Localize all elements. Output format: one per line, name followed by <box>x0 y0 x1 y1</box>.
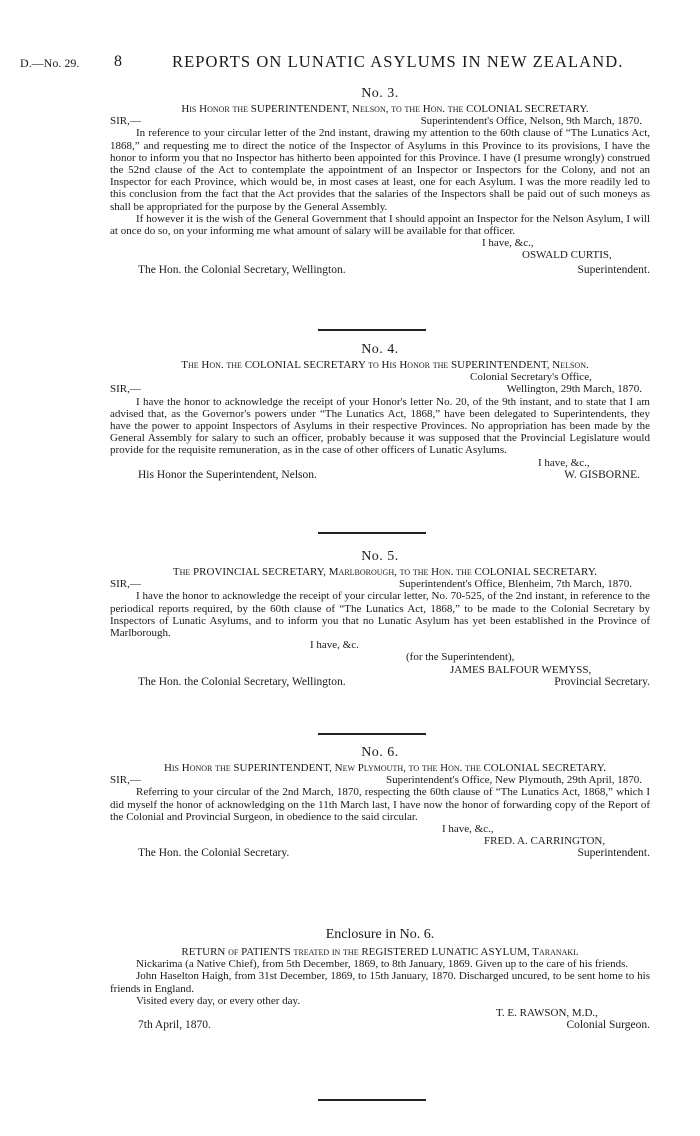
letter-no-4 <box>110 341 650 483</box>
recipient-row <box>110 676 650 690</box>
page-header <box>0 52 700 76</box>
running-title: REPORTS ON LUNATIC ASYLUMS IN NEW ZEALAND. <box>172 52 624 71</box>
letter-signature: FRED. A. CARRINGTON, <box>484 835 606 848</box>
signature-row <box>110 835 650 847</box>
letter-paragraph: I have the honor to acknowledge the receipt of your Honor's letter No. 20, of the 9th instant, and to state that I am advised that, as the Governor's powers under “The Lunatics Act, 1868,” have been delegated to Superintendents, they have the power to appoint Inspectors of Asylums in their respective Provinces. No appropriation has been made by the General Assembly for salary to such an officer, probably because it was supposed that the Provincial Legislature would provide for the requisite remuneration, as in the case of other officers of Lunatic Asylums. <box>110 395 650 457</box>
salutation-row <box>110 115 650 127</box>
closing-row-2 <box>110 651 650 663</box>
enclosure-signature: T. E. RAWSON, M.D., <box>496 1007 598 1020</box>
salutation: SIR,— <box>110 115 141 128</box>
closing-row <box>110 237 650 249</box>
closing-row <box>110 639 650 651</box>
letter-origin-date: Wellington, 29th March, 1870. <box>506 383 642 396</box>
salutation-row <box>110 383 650 395</box>
recipient-row <box>110 469 650 483</box>
signatory-title: Superintendent. <box>577 263 650 276</box>
letter-origin: Superintendent's Office, New Plymouth, 29th April, 1870. <box>386 774 642 787</box>
visit-note: Visited every day, or every other day. <box>136 994 301 1007</box>
letter-paragraph: In reference to your circular letter of the 2nd instant, drawing my attention to the 60th clause of “The Lunatics Act, 1868,” and requesting me to direct the notice of the Inspector of Asylums in this Province to its provisions, I have the honor to inform you that no Inspector has hitherto been appointed for this Province. I have (I presume wrongly) construed the 52nd clause of the Act to contemplate the appointment of an Inspector or Inspectors for the Colony, and not an Inspector for each Province, which would be, in most cases at least, one for each Asylum. I was the more readily led to this conclusion from the fact that the Act provides that the salaries of the Inspectors shall be paid out of such moneys as shall be appropriated for the purpose by the General Assembly. <box>110 127 650 213</box>
signatory-title: Provincial Secretary. <box>554 675 650 688</box>
patient-entry: John Haselton Haigh, from 31st December, 1869, to 15th January, 1870. Discharged uncured, to be sent home to his friends in England. <box>110 970 650 995</box>
letter-paragraph: Referring to your circular of the 2nd March, 1870, respecting the 60th clause of “The Lunatics Act, 1868,” which I did myself the honor of acknowledging on the 11th March last, I have now the honor of forwarding copy of the Report of the Colonial and Provincial Surgeon, in obedience to the said circular. <box>110 786 650 823</box>
letter-no-6 <box>110 744 650 861</box>
date-row <box>110 1019 650 1033</box>
recipient-row <box>110 847 650 861</box>
letter-signature: OSWALD CURTIS, <box>522 249 612 262</box>
signatory-title: Colonial Surgeon. <box>566 1019 650 1032</box>
letter-signature: W. GISBORNE. <box>564 468 640 481</box>
document-reference: D.—No. 29. <box>20 56 80 70</box>
patient-entry: Nickarima (a Native Chief), from 5th December, 1869, to 8th January, 1869. Given up to the care of his friends. <box>136 958 629 971</box>
closing-row <box>110 457 650 469</box>
letter-address: His Honor the SUPERINTENDENT, New Plymouth, to the Hon. the COLONIAL SECRETARY. <box>163 762 607 774</box>
recipient-row <box>110 264 650 278</box>
letter-recipient: The Hon. the Colonial Secretary. <box>138 847 290 860</box>
letter-recipient: The Hon. the Colonial Secretary, Wellington. <box>138 263 346 276</box>
enclosure-no-6 <box>110 926 650 1033</box>
letter-paragraph: I have the honor to acknowledge the receipt of your circular letter, No. 70-525, of the 2nd instant, in reference to the periodical reports required, by the 60th clause of “The Lunatics Act, 1868,” to be made to the Colonial Secretary by Inspectors of Lunatic Asylums, and to inform you that no Lunatic Asylum has yet been established in the Province of Marlborough. <box>110 590 650 639</box>
salutation: SIR,— <box>110 578 141 591</box>
letter-origin: Colonial Secretary's Office, <box>470 371 592 384</box>
signature-row <box>110 664 650 676</box>
section-divider <box>318 1099 426 1101</box>
letter-no-5 <box>110 548 650 690</box>
enclosure-date: 7th April, 1870. <box>138 1019 211 1032</box>
origin-row <box>110 371 650 383</box>
section-divider <box>318 532 426 534</box>
letter-no-3 <box>110 85 650 278</box>
enclosure-heading: RETURN of PATIENTS treated in the REGISTERED LUNATIC ASYLUM, Taranaki. <box>181 946 579 958</box>
enclosure-title: Enclosure in No. 6. <box>325 927 435 942</box>
salutation-row <box>110 578 650 590</box>
salutation-row <box>110 774 650 786</box>
salutation: SIR,— <box>110 383 141 396</box>
letter-origin: Superintendent's Office, Blenheim, 7th March, 1870. <box>398 578 632 591</box>
letter-paragraph: If however it is the wish of the General Government that I should appoint an Inspector for the Nelson Asylum, I will at once do so, on your informing me what amount of salary will be available for that officer. <box>110 212 650 238</box>
salutation: SIR,— <box>110 774 141 787</box>
letter-address: His Honor the SUPERINTENDENT, Nelson, to the Hon. the COLONIAL SECRETARY. <box>181 103 589 115</box>
signature-row <box>110 1007 650 1019</box>
letter-recipient: The Hon. the Colonial Secretary, Wellington. <box>138 675 346 688</box>
closing-row <box>110 823 650 835</box>
letter-closing: I have, &c. <box>310 639 359 652</box>
letter-number: No. 6. <box>361 745 399 760</box>
letter-closing: I have, &c., <box>442 823 494 835</box>
signatory-title: Superintendent. <box>577 847 650 860</box>
letter-closing: I have, &c., <box>482 237 534 250</box>
page-number: 8 <box>114 53 122 70</box>
section-divider <box>318 733 426 735</box>
letter-origin: Superintendent's Office, Nelson, 9th March, 1870. <box>420 115 642 128</box>
section-divider <box>318 329 426 331</box>
letter-signature: JAMES BALFOUR WEMYSS, <box>450 663 592 676</box>
letter-number: No. 3. <box>361 86 399 101</box>
letter-number: No. 5. <box>361 549 399 564</box>
letter-closing: I have, &c., <box>538 456 590 469</box>
letter-closing-on-behalf: (for the Superintendent), <box>406 651 515 664</box>
letter-address: The Hon. the COLONIAL SECRETARY to His Honor the SUPERINTENDENT, Nelson. <box>181 359 589 371</box>
letter-number: No. 4. <box>361 342 399 357</box>
letter-address: The PROVINCIAL SECRETARY, Marlborough, to the Hon. the COLONIAL SECRETARY. <box>172 566 598 578</box>
signature-row <box>110 249 650 261</box>
letter-recipient: His Honor the Superintendent, Nelson. <box>138 468 317 481</box>
